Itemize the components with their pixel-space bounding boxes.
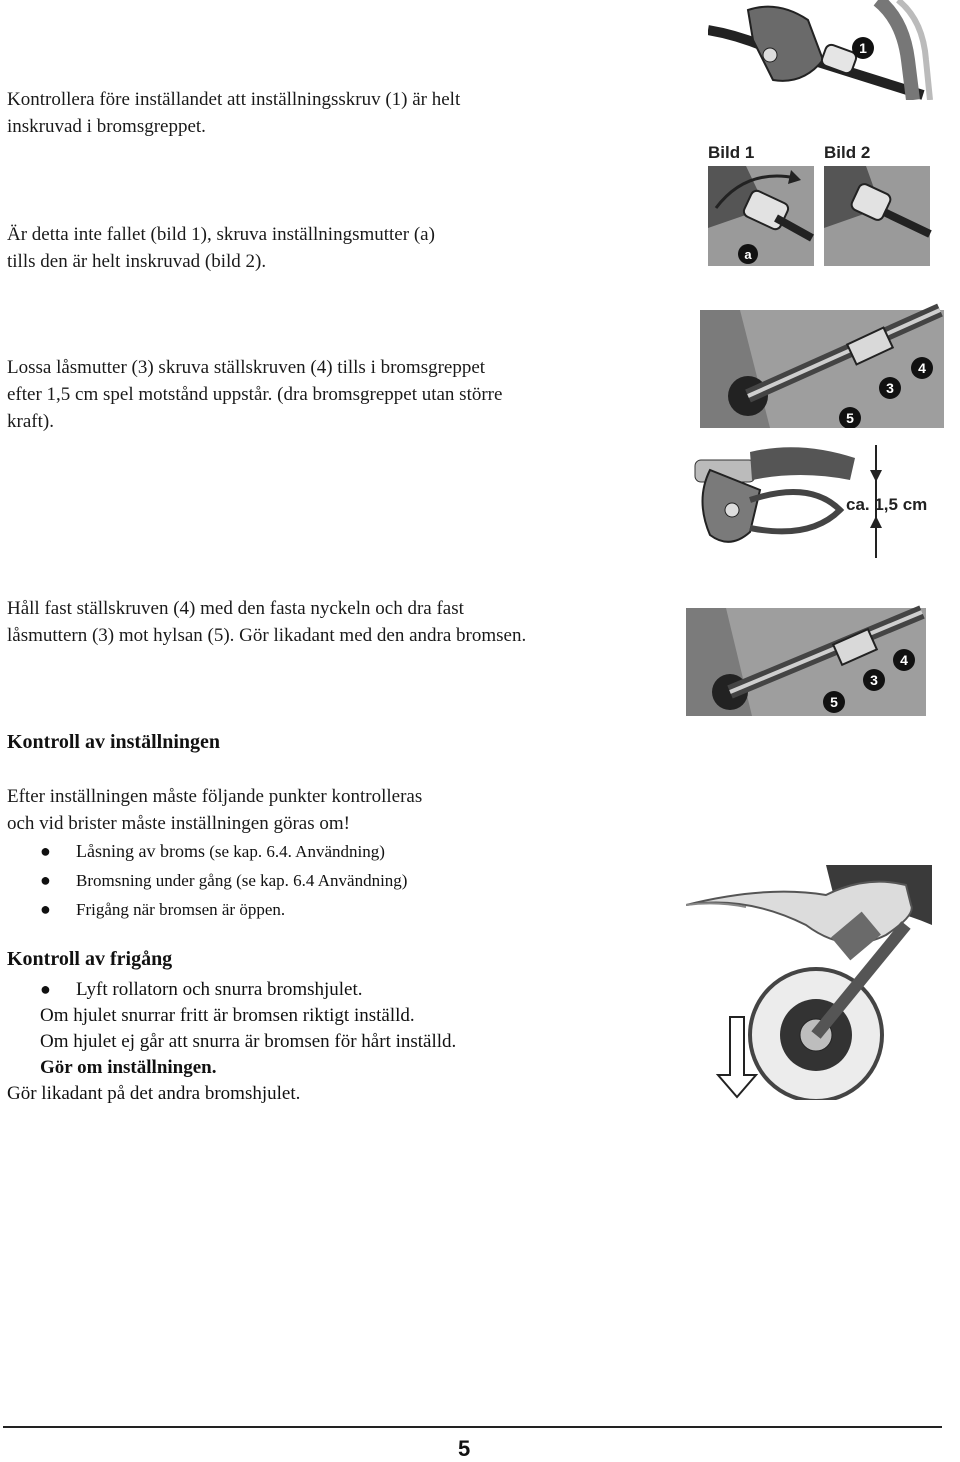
- lock-nut-tighten-image: [686, 600, 926, 716]
- figure-lock-nut: [700, 300, 944, 428]
- freewheel-line-ok: Om hjulet snurrar fritt är bromsen riktigt inställd.: [40, 1005, 415, 1026]
- text-line: Håll fast ställskruven (4) med den fasta nyckeln och dra fast: [7, 598, 464, 619]
- list-item-text: Lyft rollatorn och snurra bromshjulet.: [76, 979, 363, 1000]
- check-freewheel-list: [40, 975, 363, 1004]
- marker-label: 5: [846, 410, 854, 426]
- footer-divider: [3, 1426, 942, 1428]
- check-settings-intro: [7, 783, 422, 837]
- text-line: Kontrollera före inställandet att inställningsskruv (1) är helt: [7, 89, 461, 110]
- bullet-icon: ●: [40, 979, 51, 999]
- brake-play-image: [690, 440, 960, 560]
- lock-nut-image: [700, 300, 944, 428]
- text-line: låsmuttern (3) mot hylsan (5). Gör likadant med den andra bromsen.: [7, 625, 527, 646]
- marker-label: 1: [859, 40, 867, 56]
- adjustment-nut-image: [706, 138, 932, 270]
- list-item: [40, 837, 407, 866]
- spin-wheel-image: [686, 865, 932, 1100]
- marker-label: 4: [900, 652, 908, 668]
- list-item-text: Låsning av broms: [76, 841, 205, 861]
- brake-lever-screw-image: [708, 0, 933, 100]
- text-line: efter 1,5 cm spel motstånd uppstår. (dra bromsgreppet utan större: [7, 384, 503, 405]
- list-item-text: Frigång när bromsen är öppen.: [76, 900, 286, 919]
- marker-label: 4: [918, 360, 926, 376]
- marker-label: a: [744, 247, 752, 262]
- text-line: Är detta inte fallet (bild 1), skruva inställningsmutter (a): [7, 224, 435, 245]
- bullet-icon: ●: [40, 870, 51, 890]
- figure-brake-play: [690, 440, 960, 560]
- page-number: 5: [458, 1436, 471, 1461]
- figure-bild-1-2: [706, 138, 932, 270]
- bullet-icon: ●: [40, 899, 51, 919]
- text-line: kraft).: [7, 411, 54, 432]
- freewheel-line-tight: Om hjulet ej går att snurra är bromsen för hårt inställd.: [40, 1031, 457, 1052]
- text-line: tills den är helt inskruvad (bild 2).: [7, 251, 267, 272]
- text-line: inskruvad i bromsgreppet.: [7, 116, 206, 137]
- list-item: [40, 866, 407, 895]
- marker-label: 3: [886, 380, 894, 396]
- instruction-hold: [7, 595, 526, 649]
- list-item: [40, 975, 363, 1004]
- figure-lock-nut-tighten: [686, 600, 926, 716]
- instruction-if-not: [7, 221, 435, 275]
- figure-brake-lever-screw: [708, 0, 933, 100]
- list-item: [40, 895, 407, 924]
- marker-label: 3: [870, 672, 878, 688]
- text-line: Efter inställningen måste följande punkter kontrolleras: [7, 786, 423, 807]
- figure-label-left: Bild 1: [708, 143, 755, 162]
- instruction-loosen: [7, 354, 502, 435]
- text-line: Lossa låsmutter (3) skruva ställskruven (4) tills i bromsgreppet: [7, 357, 486, 378]
- freewheel-line-other: Gör likadant på det andra bromshjulet.: [7, 1083, 301, 1104]
- text-line: och vid brister måste inställningen göras om!: [7, 813, 350, 834]
- check-settings-list: [40, 837, 407, 924]
- bullet-icon: ●: [40, 841, 51, 861]
- figure-spin-wheel: [686, 865, 932, 1100]
- check-freewheel-heading: Kontroll av frigång: [7, 948, 173, 970]
- measure-label: ca. 1,5 cm: [846, 495, 928, 514]
- list-item-note: (se kap. 6.4. Användning): [204, 842, 385, 861]
- marker-label: 5: [830, 694, 838, 710]
- figure-label-right: Bild 2: [824, 143, 871, 162]
- instruction-check-screw: [7, 86, 460, 140]
- freewheel-line-redo: Gör om inställningen.: [40, 1057, 217, 1078]
- check-settings-heading: Kontroll av inställningen: [7, 731, 221, 753]
- list-item-text: Bromsning under gång (se kap. 6.4 Användning): [76, 871, 408, 890]
